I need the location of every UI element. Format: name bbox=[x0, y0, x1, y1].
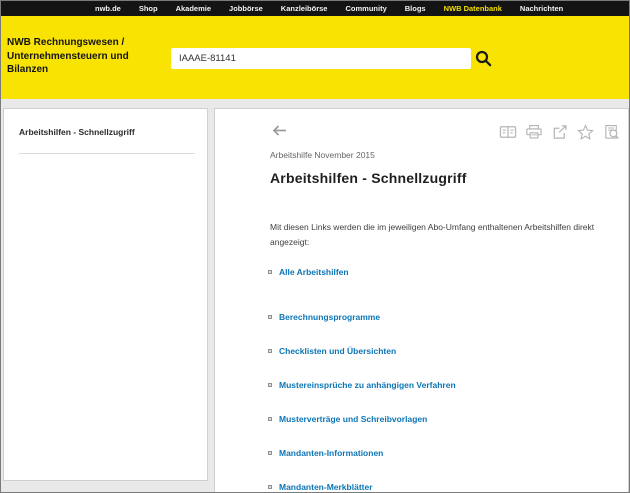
intro-text: Mit diesen Links werden die im jeweiligen Abo-Umfang enthaltenen Arbeitshilfen direkt angezeigt: bbox=[270, 222, 595, 247]
nav-item-community[interactable]: Community bbox=[345, 4, 387, 13]
document-meta: Arbeitshilfe November 2015 bbox=[270, 150, 375, 160]
list-item bbox=[268, 414, 618, 424]
list-item bbox=[268, 380, 618, 390]
square-bullet-icon bbox=[268, 451, 272, 455]
content-panel bbox=[214, 108, 629, 493]
search-icon[interactable] bbox=[474, 49, 492, 67]
square-bullet-icon bbox=[268, 349, 272, 353]
nav-item-nwb-datenbank[interactable]: NWB Datenbank bbox=[443, 4, 502, 13]
document-toolbar bbox=[499, 124, 621, 140]
brand-header bbox=[1, 16, 629, 99]
sidebar-divider bbox=[19, 153, 195, 154]
sidebar-panel bbox=[3, 108, 208, 481]
nav-item-blogs[interactable]: Blogs bbox=[404, 4, 426, 13]
top-navigation bbox=[1, 1, 629, 16]
link-mandanten-informationen[interactable]: Mandanten-Informationen bbox=[279, 448, 384, 458]
nav-item-shop[interactable]: Shop bbox=[138, 4, 158, 13]
list-item bbox=[268, 312, 618, 322]
list-item bbox=[268, 267, 618, 277]
search-input[interactable] bbox=[171, 48, 471, 69]
link-alle-arbeitshilfen[interactable]: Alle Arbeitshilfen bbox=[279, 267, 349, 277]
nav-item-nachrichten[interactable]: Nachrichten bbox=[519, 4, 564, 13]
square-bullet-icon bbox=[268, 417, 272, 421]
document-search-icon[interactable] bbox=[603, 124, 621, 140]
link-mustereinsprueche[interactable]: Mustereinsprüche zu anhängigen Verfahren bbox=[279, 380, 456, 390]
share-icon[interactable] bbox=[551, 124, 569, 140]
square-bullet-icon bbox=[268, 485, 272, 489]
list-item bbox=[268, 346, 618, 356]
nav-item-jobboerse[interactable]: Jobbörse bbox=[229, 4, 263, 13]
back-arrow-icon[interactable] bbox=[270, 124, 288, 137]
nav-item-nwb-de[interactable]: nwb.de bbox=[95, 4, 121, 13]
square-bullet-icon bbox=[268, 383, 272, 387]
arbeitshilfen-link-list bbox=[268, 267, 618, 492]
link-berechnungsprogramme[interactable]: Berechnungsprogramme bbox=[279, 312, 381, 322]
sidebar-title: Arbeitshilfen - Schnellzugriff bbox=[19, 127, 135, 137]
open-book-icon[interactable] bbox=[499, 124, 517, 140]
square-bullet-icon bbox=[268, 315, 272, 319]
star-icon[interactable] bbox=[577, 124, 595, 140]
brand-title: NWB Rechnungswesen / Unternehmensteuern und Bilanzen bbox=[7, 37, 129, 75]
square-bullet-icon bbox=[268, 270, 272, 274]
print-icon[interactable] bbox=[525, 124, 543, 140]
nav-item-kanzleiboerse[interactable]: Kanzleibörse bbox=[280, 4, 328, 13]
nav-item-akademie[interactable]: Akademie bbox=[175, 4, 212, 13]
list-item bbox=[268, 448, 618, 458]
link-checklisten[interactable]: Checklisten und Übersichten bbox=[279, 346, 397, 356]
link-mandanten-merkblaetter[interactable]: Mandanten-Merkblätter bbox=[279, 482, 373, 492]
list-item bbox=[268, 482, 618, 492]
link-mustervertraege[interactable]: Musterverträge und Schreibvorlagen bbox=[279, 414, 428, 424]
page-title: Arbeitshilfen - Schnellzugriff bbox=[270, 170, 467, 186]
